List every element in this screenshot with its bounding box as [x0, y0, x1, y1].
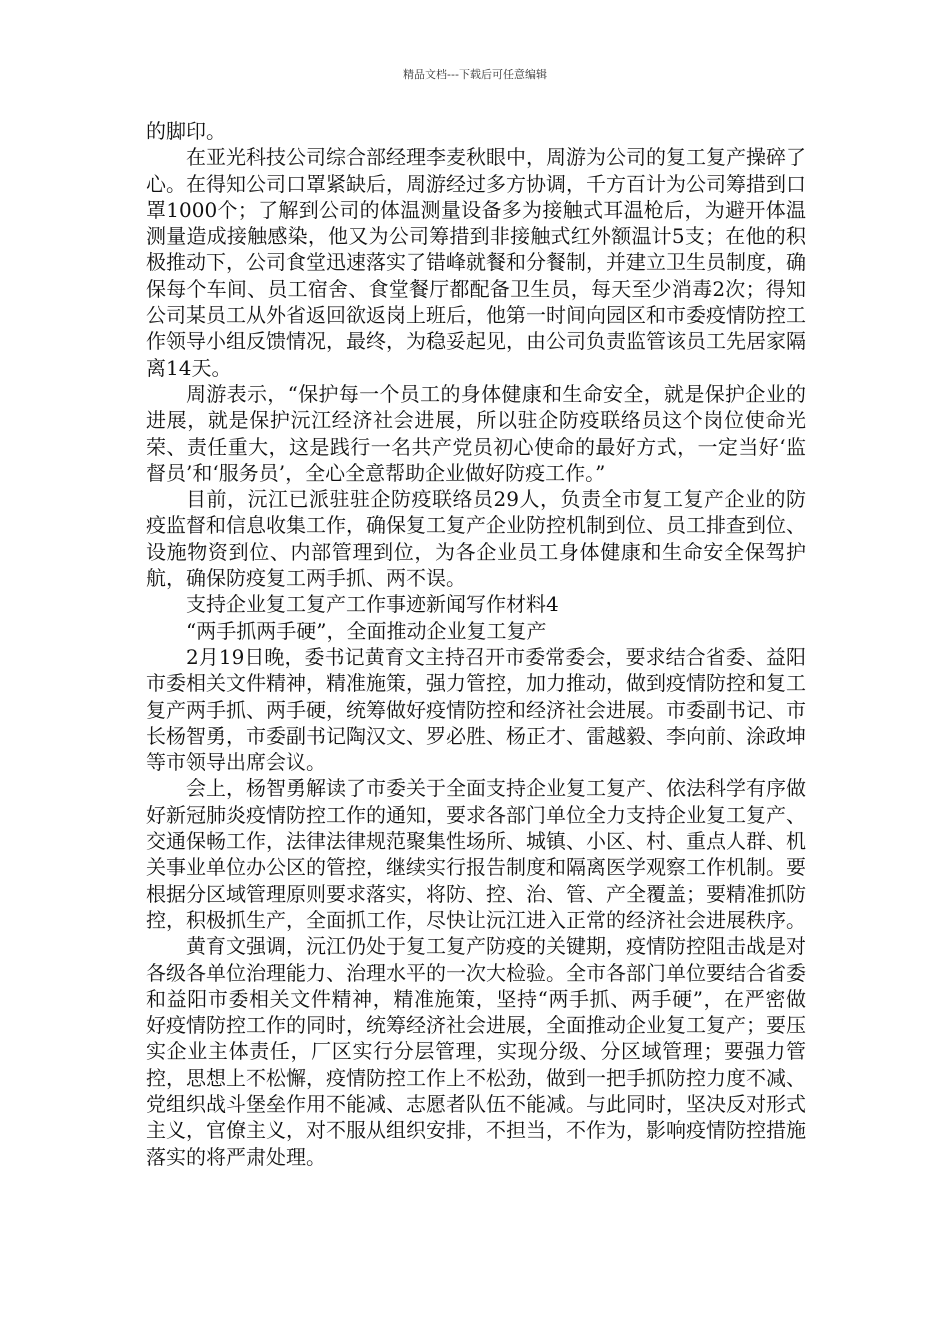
section-heading: 支持企业复工复产工作事迹新闻写作材料4	[186, 592, 559, 617]
paragraph: 目前，沅江已派驻驻企防疫联络员29人，负责全市复工复产企业的防疫监督和信息收集工作，确保复工复产企业防控机制到位、员工排查到位、设施物资到位、内部管理到位，为各企业员工身体健康和生命安全保驾护航，确保防疫复工两手抓、两不误。	[146, 487, 806, 591]
paragraph: 周游表示，“保护每一个员工的身体健康和生命安全，就是保护企业的进展，就是保护沅江经济社会进展，所以驻企防疫联络员这个岗位使命光荣、责任重大，这是践行一名共产党员初心使命的最好方式，一定当好‘监督员’和‘服务员’，全心全意帮助企业做好防疫工作。”	[146, 381, 806, 485]
document-body	[146, 118, 806, 1170]
paragraph: 黄育文强调，沅江仍处于复工复产防疫的关键期，疫情防控阻击战是对各级各单位治理能力、治理水平的一次大检验。全市各部门单位要结合省委和益阳市委相关文件精神，精准施策，坚持“两手抓、两手硬”，在严密做好疫情防控工作的同时，统筹经济社会进展，全面推动企业复工复产；要压实企业主体责任，厂区实行分层管理，实现分级、分区域管理；要强力管控，思想上不松懈，疫情防控工作上不松劲，做到一把手抓防控力度不减、党组织战斗堡垒作用不能减、志愿者队伍不能减。与此同时，坚决反对形式主义，官僚主义，对不服从组织安排，不担当，不作为，影响疫情防控措施落实的将严肃处理。	[146, 934, 806, 1169]
paragraph-continuation: 的脚印。	[146, 119, 226, 143]
paragraph: 会上，杨智勇解读了市委关于全面支持企业复工复产、依法科学有序做好新冠肺炎疫情防控工作的通知，要求各部门单位全力支持企业复工复产、交通保畅工作，法律法律规范聚集性场所、城镇、小区、村、重点人群、机关事业单位办公区的管控，继续实行报告制度和隔离医学观察工作机制。要根据分区域管理原则要求落实，将防、控、治、管、产全覆盖；要精准抓防控，积极抓生产，全面抓工作，尽快让沅江进入正常的经济社会进展秩序。	[146, 776, 806, 932]
paragraph: 在亚光科技公司综合部经理李麦秋眼中，周游为公司的复工复产操碎了心。在得知公司口罩紧缺后，周游经过多方协调，千方百计为公司筹措到口罩1000个；了解到公司的体温测量设备多为接触式耳温枪后，为避开体温测量造成接触感染，他又为公司筹措到非接触式红外额温计5支；在他的积极推动下，公司食堂迅速落实了错峰就餐和分餐制，并建立卫生员制度，确保每个车间、员工宿舍、食堂餐厅都配备卫生员，每天至少消毒2次；得知公司某员工从外省返回欲返岗上班后，他第一时间向园区和市委疫情防控工作领导小组反馈情况，最终，为稳妥起见，由公司负责监管该员工先居家隔离14天。	[146, 145, 806, 380]
paragraph: 2月19日晚，委书记黄育文主持召开市委常委会，要求结合省委、益阳市委相关文件精神，精准施策，强力管控，加力推动，做到疫情防控和复工复产两手抓、两手硬，统筹做好疫情防控和经济社会进展。市委副书记、市长杨智勇，市委副书记陶汉文、罗必胜、杨正才、雷越毅、李向前、涂政坤等市领导出席会议。	[146, 644, 806, 775]
article-title: “两手抓两手硬”，全面推动企业复工复产	[186, 618, 547, 643]
page-header: 精品文档---下载后可任意编辑	[403, 68, 547, 81]
